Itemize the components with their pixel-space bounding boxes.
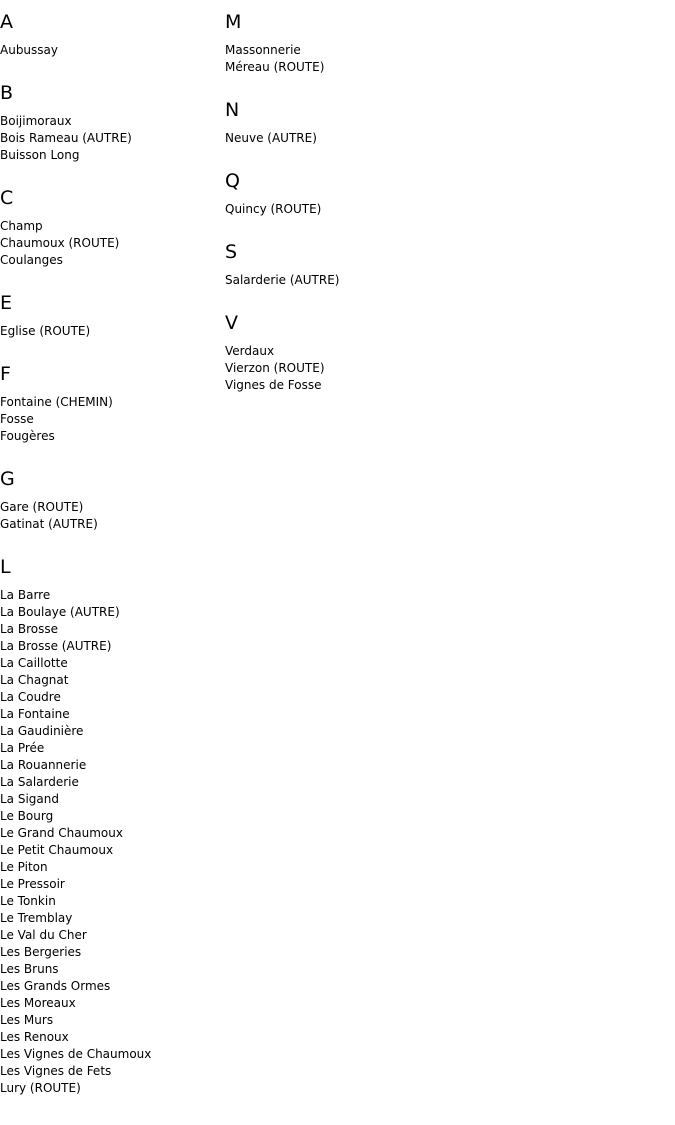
street-list: [0, 323, 225, 340]
letter-section-b: [0, 82, 225, 164]
street-list-item: Aubussay: [0, 43, 58, 57]
street-list-item: Les Vignes de Chaumoux: [0, 1047, 152, 1061]
street-list-item: La Brosse: [0, 622, 58, 636]
street-list-item: Le Bourg: [0, 809, 54, 823]
street-list-item: Neuve (AUTRE): [225, 131, 317, 145]
street-list-item: La Prée: [0, 741, 45, 755]
street-list-item: La Coudre: [0, 690, 61, 704]
street-list-item: Coulanges: [0, 253, 63, 267]
section-letter-heading: C: [0, 187, 14, 209]
street-list-item: La Caillotte: [0, 656, 68, 670]
street-list-item: Les Grands Ormes: [0, 979, 111, 993]
section-letter-heading: V: [225, 312, 238, 334]
section-letter-heading: A: [0, 11, 13, 33]
section-letter-heading: M: [225, 11, 242, 33]
street-list-item: La Gaudinière: [0, 724, 84, 738]
street-list-item: Eglise (ROUTE): [0, 324, 91, 338]
street-list-item: La Brosse (AUTRE): [0, 639, 112, 653]
letter-section-e: [0, 292, 225, 340]
section-letter-heading: B: [0, 82, 14, 104]
street-list-item: Les Renoux: [0, 1030, 69, 1044]
street-list: [0, 113, 225, 164]
letter-section-v: [225, 312, 450, 394]
street-list-item: Les Murs: [0, 1013, 54, 1027]
letter-section-m: [225, 11, 450, 76]
street-list: [0, 42, 225, 59]
street-list-item: La Boulaye (AUTRE): [0, 605, 120, 619]
street-list-item: Bois Rameau (AUTRE): [0, 131, 132, 145]
street-list-item: La Sigand: [0, 792, 59, 806]
street-list-item: La Salarderie: [0, 775, 79, 789]
street-list-item: La Barre: [0, 588, 51, 602]
street-list-item: Les Vignes de Fets: [0, 1064, 112, 1078]
letter-section-l: [0, 556, 225, 1097]
street-list-item: Lury (ROUTE): [0, 1081, 81, 1095]
street-list-item: Les Moreaux: [0, 996, 76, 1010]
section-letter-heading: E: [0, 292, 13, 314]
section-letter-heading: Q: [225, 170, 240, 192]
street-list-item: Chaumoux (ROUTE): [0, 236, 120, 250]
letter-section-n: [225, 99, 450, 147]
street-list: [0, 587, 225, 1097]
street-list-item: Le Tremblay: [0, 911, 73, 925]
street-list-item: Fontaine (CHEMIN): [0, 395, 113, 409]
street-list-item: Champ: [0, 219, 43, 233]
letter-section-f: [0, 363, 225, 445]
street-list-item: La Chagnat: [0, 673, 69, 687]
street-list-item: Quincy (ROUTE): [225, 202, 322, 216]
section-letter-heading: N: [225, 99, 240, 121]
street-list-item: Boijimoraux: [0, 114, 72, 128]
street-list: [0, 218, 225, 269]
street-list-item: La Fontaine: [0, 707, 70, 721]
street-list-item: Gatinat (AUTRE): [0, 517, 98, 531]
letter-section-s: [225, 241, 450, 289]
street-list-item: Le Grand Chaumoux: [0, 826, 123, 840]
street-list: [225, 42, 450, 76]
street-list-item: Salarderie (AUTRE): [225, 273, 340, 287]
section-letter-heading: F: [0, 363, 11, 385]
section-letter-heading: G: [0, 468, 15, 490]
street-list: [225, 201, 450, 218]
street-list: [225, 130, 450, 147]
street-list: [0, 499, 225, 533]
street-list-item: Le Tonkin: [0, 894, 56, 908]
street-list-item: Vignes de Fosse: [225, 378, 322, 392]
street-list-item: Méreau (ROUTE): [225, 60, 325, 74]
letter-section-g: [0, 468, 225, 533]
street-list: [225, 343, 450, 394]
street-list-item: Verdaux: [225, 344, 275, 358]
left-column: [0, 0, 225, 1097]
street-list-item: Le Piton: [0, 860, 48, 874]
street-list-item: Buisson Long: [0, 148, 80, 162]
street-list-item: Les Bruns: [0, 962, 59, 976]
letter-section-a: [0, 11, 225, 59]
street-list-item: Les Bergeries: [0, 945, 82, 959]
street-list-item: Fougères: [0, 429, 55, 443]
street-list-item: La Rouannerie: [0, 758, 87, 772]
street-list: [225, 272, 450, 289]
right-column: [225, 0, 450, 394]
street-list-item: Massonnerie: [225, 43, 301, 57]
letter-section-q: [225, 170, 450, 218]
letter-section-c: [0, 187, 225, 269]
street-list: [0, 394, 225, 445]
street-list-item: Vierzon (ROUTE): [225, 361, 325, 375]
street-list-item: Le Pressoir: [0, 877, 65, 891]
street-list-item: Fosse: [0, 412, 34, 426]
section-letter-heading: S: [225, 241, 238, 263]
street-list-item: Le Petit Chaumoux: [0, 843, 114, 857]
street-list-item: Le Val du Cher: [0, 928, 87, 942]
section-letter-heading: L: [0, 556, 11, 578]
street-list-item: Gare (ROUTE): [0, 500, 84, 514]
